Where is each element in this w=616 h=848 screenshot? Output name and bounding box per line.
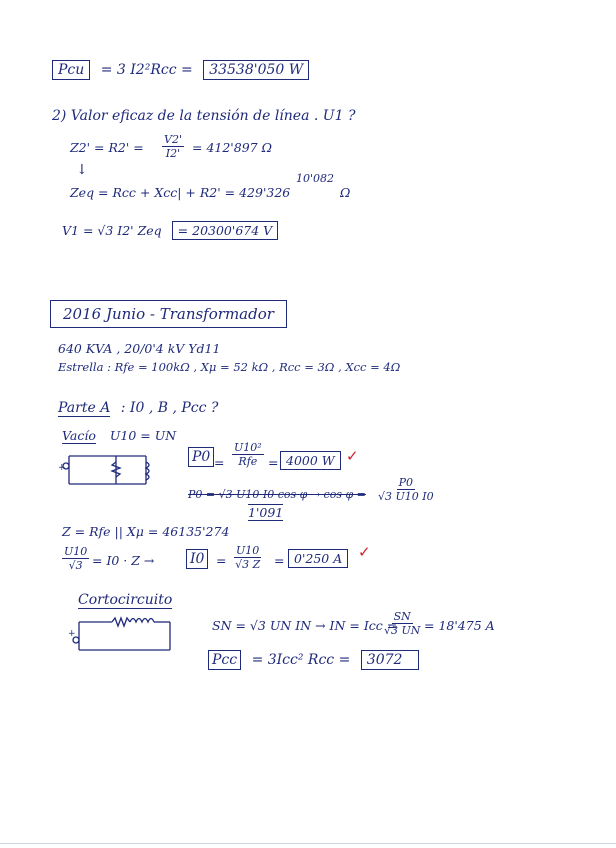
- z2-frac-num: V2': [164, 133, 182, 146]
- down-arrow: ↓: [76, 162, 88, 178]
- no-load-circuit-sketch: [56, 448, 156, 496]
- z2-fraction: [162, 133, 184, 160]
- pcc-result: 3072: [361, 650, 420, 670]
- z-expression: Z = Rfe || Xμ = 46135'274: [62, 524, 230, 539]
- zeq-unit: Ω: [340, 185, 351, 200]
- pcc-label: Pcc: [208, 650, 241, 670]
- section-header: 2016 Junio - Transformador: [50, 300, 287, 328]
- svg-text:+: +: [68, 629, 76, 639]
- vacio-line: [62, 428, 176, 443]
- i0-label: I0: [186, 549, 208, 569]
- pcu-expression: = 3 I2²Rcc =: [100, 62, 193, 78]
- check-mark-icon: ✓: [346, 447, 359, 465]
- transformer-spec: 640 KVA , 20/0'4 kV Yd11: [58, 341, 221, 356]
- corto-label: [78, 592, 172, 608]
- i0-lhs-den: √3: [68, 559, 83, 572]
- p0-struck-frac-den: √3 U10 I0: [378, 490, 434, 503]
- p0-fraction: [232, 441, 264, 468]
- part-a-items: : I0 , B , Pcc ?: [120, 400, 219, 416]
- p0-frac-den: Rfe: [238, 455, 258, 468]
- p0-equals: =: [214, 455, 225, 470]
- zeq-correction: 10'082: [296, 172, 335, 185]
- p0-struck-out: P0 = √3 U10 I0 cos φ → cos φ =: [188, 488, 366, 501]
- svg-text:+: +: [58, 463, 66, 473]
- i0-result: 0'250 A: [288, 549, 348, 568]
- i0-mid: = I0 · Z →: [92, 553, 155, 568]
- i0-frac-den: √3 Z: [235, 558, 261, 571]
- i0-equals-2: =: [274, 553, 285, 568]
- v1-line: [62, 223, 278, 238]
- p0-frac-num: U10²: [234, 441, 262, 454]
- question-2-title: 2) Valor eficaz de la tensión de línea . U1 ?: [52, 108, 356, 124]
- sn-frac-den: √3 UN: [384, 624, 421, 637]
- part-a-label: Parte A: [58, 400, 111, 416]
- z2-frac-den: I2': [165, 147, 181, 160]
- check-mark-icon: ✓: [358, 543, 371, 561]
- corto-label-text: Cortocircuito: [78, 592, 173, 608]
- p0-equals-2: =: [268, 455, 279, 470]
- v1-lhs: V1 = √3 I2' Zeq: [62, 223, 162, 238]
- zeq-expression: Zeq = Rcc + Xcc| + R2' = 429'326: [70, 185, 291, 200]
- p0-result: 4000 W: [280, 451, 341, 470]
- vacio-label: Vacío: [62, 428, 96, 443]
- pcu-label: Pcu: [52, 60, 90, 80]
- transformer-params: Estrella : Rfe = 100kΩ , Xμ = 52 kΩ , Rcc = 3Ω , Xcc = 4Ω: [58, 360, 401, 374]
- pcu-line: [52, 62, 309, 78]
- p0-struck-fraction: [378, 476, 434, 503]
- i0-lhs-num: U10: [64, 545, 88, 558]
- short-circuit-sketch: [66, 610, 176, 660]
- p0-struck-frac-num: P0: [398, 476, 414, 489]
- i0-frac-num: U10: [236, 544, 260, 557]
- v1-result: = 20300'674 V: [172, 221, 279, 240]
- z2-result: = 412'897 Ω: [192, 140, 272, 155]
- part-a-line: [58, 400, 218, 416]
- z2-lhs: Z2' = R2' =: [70, 140, 144, 155]
- sn-result: = 18'475 A: [424, 618, 495, 633]
- pcu-result: 33538'050 W: [203, 60, 309, 80]
- pcc-expression: = 3Icc² Rcc =: [251, 652, 351, 668]
- cosphi-value-text: 1'091: [248, 505, 284, 520]
- i0-fraction: [234, 544, 261, 571]
- pcc-line: [208, 652, 419, 668]
- sn-expression: SN = √3 UN IN → IN = Icc =: [212, 618, 398, 633]
- cosphi-value: [248, 505, 283, 520]
- p0-label: P0: [188, 447, 214, 467]
- vacio-condition: U10 = UN: [109, 428, 177, 443]
- page-bottom-edge: [0, 843, 616, 844]
- sn-frac-num: SN: [393, 610, 411, 623]
- i0-equals: =: [216, 553, 227, 568]
- i0-lhs-fraction: [62, 545, 89, 572]
- sn-fraction: [384, 610, 420, 637]
